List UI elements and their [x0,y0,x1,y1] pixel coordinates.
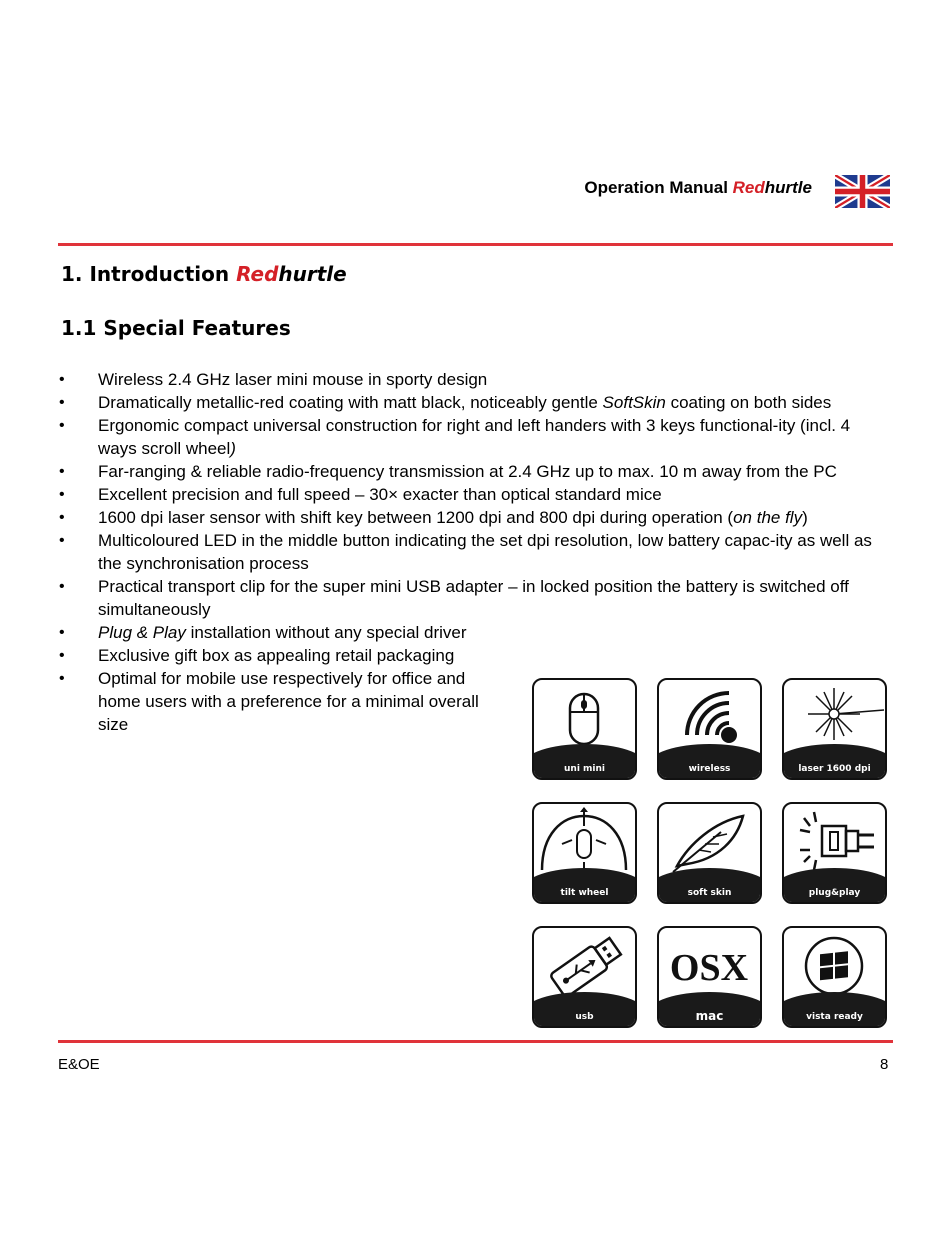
icon-tile-soft-skin [657,802,762,904]
icon-label: laser 1600 dpi [798,764,871,774]
icon-label: usb [575,1012,594,1022]
feature-item: • Exclusive gift box as appealing retail packaging [55,644,488,667]
section-subtitle: 1.1 Special Features [61,316,291,340]
feature-item: • 1600 dpi laser sensor with shift key between 1200 dpi and 800 dpi during operation (on the fly) [55,506,890,529]
feature-item: • Plug & Play installation without any special driver [55,621,488,644]
icon-tile-usb [532,926,637,1028]
icon-tile-tilt-wheel [532,802,637,904]
feature-item: • Ergonomic compact universal construction for right and left handers with 3 keys functional-ity (incl. 4 ways scroll wheel) [55,414,890,460]
feature-item: • Practical transport clip for the super mini USB adapter – in locked position the battery is switched off simultaneously [55,575,890,621]
icon-label: wireless [688,764,731,774]
icon-label: uni mini [564,764,605,774]
icon-label: vista ready [806,1012,863,1022]
icon-label: plug&play [808,888,861,898]
feature-item: • Wireless 2.4 GHz laser mini mouse in sporty design [55,368,890,391]
uk-flag-icon [835,175,890,208]
icon-tile-vista [782,926,887,1028]
feature-item: • Dramatically metallic-red coating with matt black, noticeably gentle SoftSkin coating on both sides [55,391,890,414]
feature-item: • Optimal for mobile use respectively for office and home users with a preference for a minimal overall size [55,667,488,736]
footer-disclaimer: E&OE [58,1056,100,1073]
title-brand: Redhurtle [236,262,347,286]
icon-tile-plug-play [782,802,887,904]
icon-tile-mac [657,926,762,1028]
icon-label: mac [695,1009,724,1023]
osx-text: OSX [669,947,749,989]
header-brand: Redhurtle [732,178,812,197]
icon-label: tilt wheel [560,888,609,898]
header-manual-label: Operation Manual [584,178,733,197]
page-number: 8 [880,1056,889,1073]
header-title [520,178,812,198]
feature-item: • Multicoloured LED in the middle button indicating the set dpi resolution, low battery capac-ity as well as the synchronisation process [55,529,890,575]
icon-tile-uni-mini [532,678,637,780]
icon-label: soft skin [687,888,732,898]
feature-item: • Far-ranging & reliable radio-frequency transmission at 2.4 GHz up to max. 10 m away from the PC [55,460,890,483]
page-title: 1. Introduction Redhurtle [61,262,347,286]
feature-icons-grid [532,678,888,1028]
header-rule [58,243,893,246]
icon-tile-wireless [657,678,762,780]
footer-rule [58,1040,893,1043]
feature-item: • Excellent precision and full speed – 30× exacter than optical standard mice [55,483,890,506]
icon-tile-laser [782,678,887,780]
